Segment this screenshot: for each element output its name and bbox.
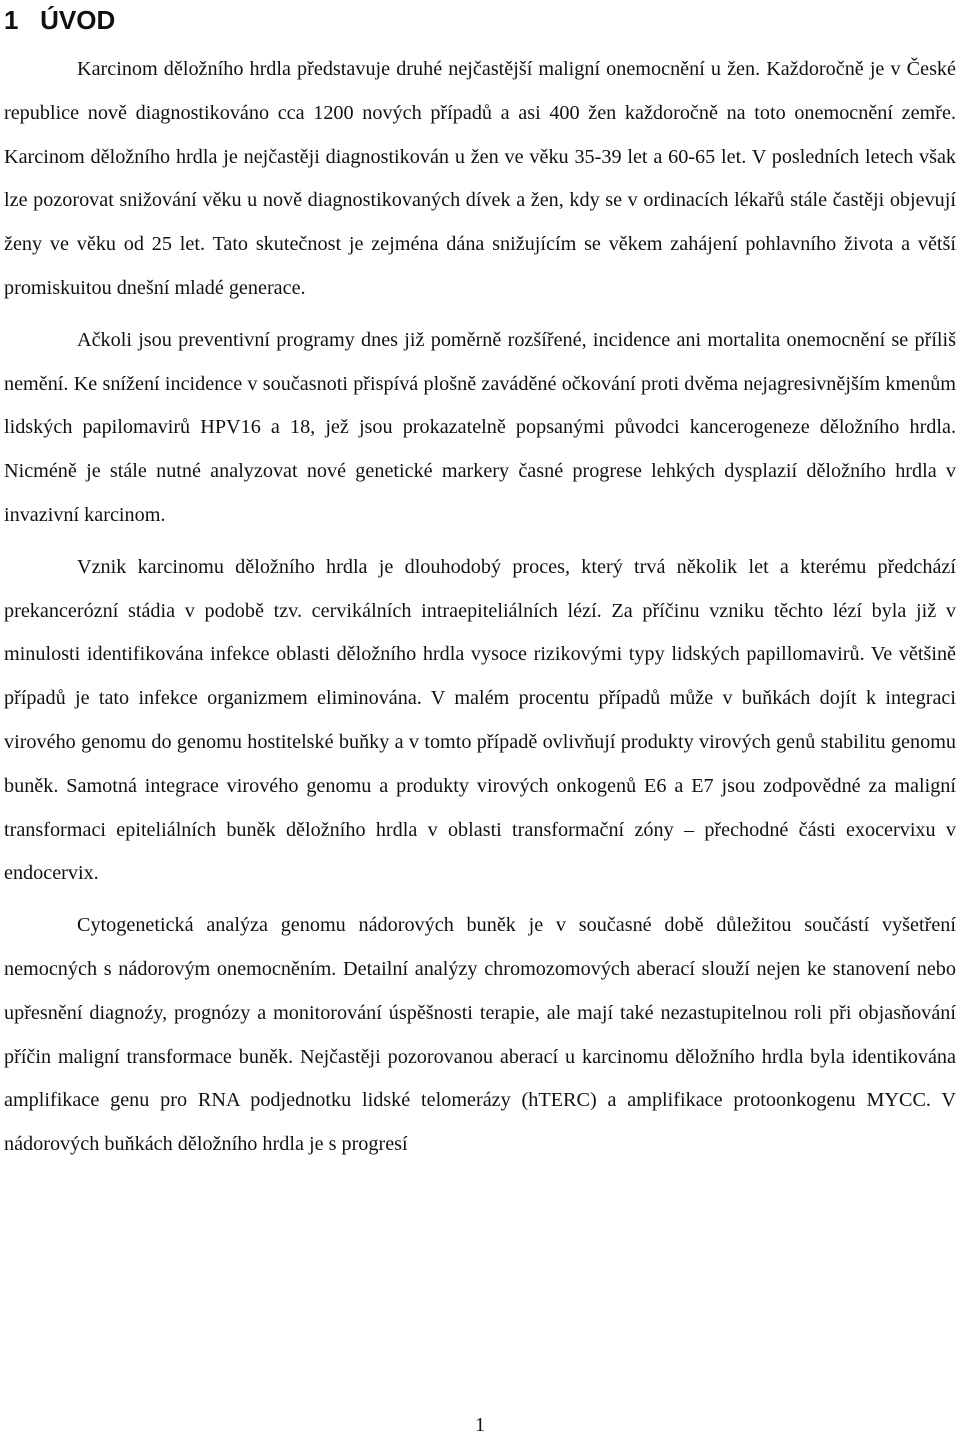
section-number: 1	[4, 5, 19, 35]
section-heading	[4, 2, 115, 38]
body-text	[4, 48, 956, 1167]
page-number: 1	[475, 1414, 485, 1436]
paragraph: Karcinom děložního hrdla představuje druhé nejčastější maligní onemocnění u žen. Každoročně je v České republice nově diagnostikováno cca 1200 nových případů a asi 400 žen každoročně na toto onemocnění zemře. Karcinom děložního hrdla je nejčastěji diagnostikován u žen ve věku 35-39 let a 60-65 let. V posledních letech však lze pozorovat snižování věku u nově diagnostikovaných dívek a žen, kdy se v ordinacích lékařů stále častěji objevují ženy ve věku od 25 let. Tato skutečnost je zejména dána snižujícím se věkem zahájení pohlavního života a větší promiskuitou dnešní mladé generace.	[4, 58, 956, 299]
paragraph: Vznik karcinomu děložního hrdla je dlouhodobý proces, který trvá několik let a kterému předchází prekancerózní stádia v podobě tzv. cervikálních intraepiteliálních lézí. Za příčinu vzniku těchto lézí byla již v minulosti identifikována infekce oblasti děložního hrdla vysoce rizikovými typy lidských papillomavirů. Ve většině případů je tato infekce organizmem eliminována. V malém procentu případů může v buňkách dojít k integraci virového genomu do genomu hostitelské buňky a v tomto případě ovlivňují produkty virových genů stabilitu genomu buněk. Samotná integrace virového genomu a produkty virových onkogenů E6 a E7 jsou zodpovědné za maligní transformaci epiteliálních buněk děložního hrdla v oblasti transformační zóny – přechodné části exocervixu v endocervix.	[4, 555, 956, 885]
paragraph: Cytogenetická analýza genomu nádorových buněk je v současné době důležitou součástí vyšetření nemocných s nádorovým onemocněním. Detailní analýzy chromozomových aberací slouží nejen ke stanovení nebo upřesnění diagnoźy, prognózy a monitorování úspěšnosti terapie, ale mají také nezastupitelnou roli při objasňování příčin maligní transformace buněk. Nejčastěji pozorovanou aberací u karcinomu děložního hrdla byla identikována amplifikace genu pro RNA podjednotku lidské telomerázy (hTERC) a amplifikace protoonkogenu MYCC. V nádorových buňkách děložního hrdla je s progresí	[4, 914, 956, 1156]
section-title: ÚVOD	[40, 5, 116, 35]
paragraph: Ačkoli jsou preventivní programy dnes již poměrně rozšířené, incidence ani mortalita onemocnění se příliš nemění. Ke snížení incidence v současnoti přispívá plošně zaváděné očkování proti dvěma nejagresivnějším kmenům lidských papilomavirů HPV16 a 18, jež jsou prokazatelně popsanými původci kancerogeneze děložního hrdla. Nicméně je stále nutné analyzovat nové genetické markery časné progrese lehkých dysplazií děložního hrdla v invazivní karcinom.	[4, 328, 956, 526]
